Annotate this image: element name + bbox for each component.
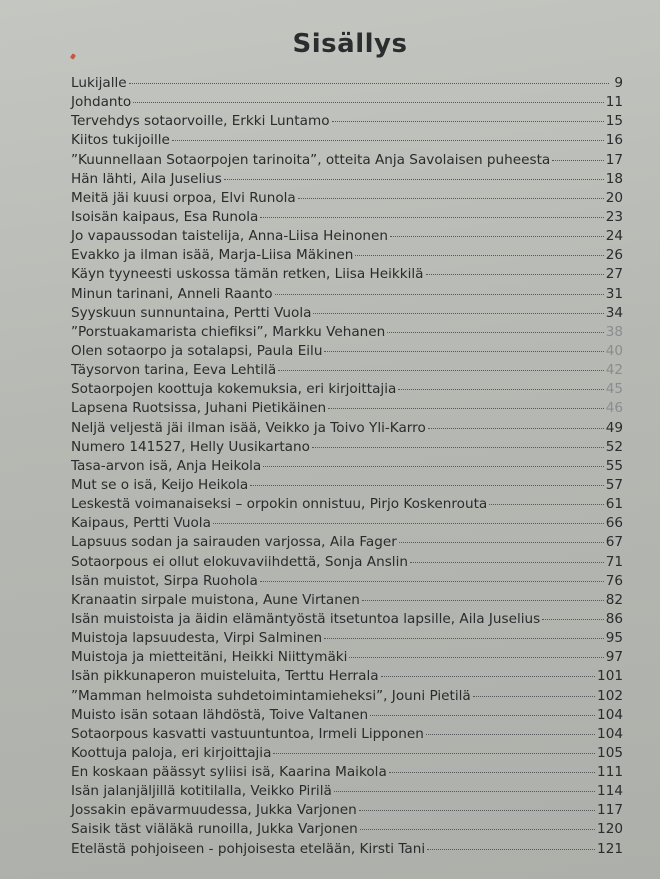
dot-leader — [489, 504, 603, 505]
toc-entry-title: Isän jalanjäljillä kotitilalla, Veikko Pirilä — [71, 783, 332, 800]
toc-entry-title: Lapsena Ruotsissa, Juhani Pietikäinen — [71, 400, 327, 417]
toc-entry-title: Neljä veljestä jäi ilman isää, Veikko ja Toivo Yli-Karro — [71, 419, 426, 436]
toc-entry-title: Tasa-arvon isä, Anja Heikola — [71, 457, 262, 474]
dot-leader — [387, 332, 603, 333]
toc-entry — [71, 324, 623, 343]
toc-entry — [71, 726, 623, 745]
toc-entry-page-number: 71 — [605, 553, 623, 570]
dot-leader — [410, 562, 604, 563]
toc-entry — [71, 592, 623, 611]
toc-entry — [71, 668, 623, 687]
dot-leader — [542, 619, 603, 620]
toc-entry-page-number: 16 — [605, 132, 623, 149]
dot-leader — [390, 236, 604, 237]
dot-leader — [172, 140, 604, 141]
toc-entry-page-number: 105 — [597, 744, 623, 761]
toc-entry-title: Leskestä voimanaiseksi – orpokin onnistuu, Pirjo Koskenrouta — [71, 496, 488, 513]
toc-entry — [71, 228, 623, 247]
toc-entry-page-number: 76 — [605, 572, 623, 589]
toc-entry-title: Olen sotaorpo ja sotalapsi, Paula Eilu — [71, 342, 323, 359]
toc-entry-page-number: 23 — [605, 208, 623, 225]
dot-leader — [324, 351, 603, 352]
toc-entry-page-number: 104 — [597, 725, 623, 742]
toc-entry — [71, 496, 623, 515]
toc-entry-page-number: 20 — [605, 189, 623, 206]
toc-entry — [71, 783, 623, 802]
toc-entry-title: Evakko ja ilman isää, Marja-Liisa Mäkinen — [71, 247, 354, 264]
toc-entry — [71, 458, 623, 477]
toc-entry-page-number: 67 — [605, 534, 623, 551]
dot-leader — [129, 83, 609, 84]
dot-leader — [273, 753, 595, 754]
dot-leader — [398, 389, 603, 390]
toc-entry-title: Meitä jäi kuusi orpoa, Elvi Runola — [71, 189, 296, 206]
toc-entry-title: Syyskuun sunnuntaina, Pertti Vuola — [71, 304, 312, 321]
dot-leader — [250, 485, 603, 486]
dot-leader — [332, 121, 604, 122]
toc-entry — [71, 190, 623, 209]
toc-entry — [71, 171, 623, 190]
toc-entry-page-number: 46 — [605, 400, 623, 417]
toc-entry — [71, 305, 623, 324]
toc-entry-title: Kiitos tukijoille — [71, 132, 170, 149]
toc-entry-page-number: 11 — [605, 94, 623, 111]
toc-entry-title: Isoisän kaipaus, Esa Runola — [71, 208, 259, 225]
toc-entry-title: Isän pikkunaperon muisteluita, Terttu Herrala — [71, 668, 379, 685]
toc-entry-page-number: 57 — [605, 476, 623, 493]
dot-leader — [428, 428, 604, 429]
dot-leader — [263, 466, 603, 467]
toc-entry — [71, 821, 623, 840]
toc-entry-title: Mut se o isä, Keijo Heikola — [71, 476, 249, 493]
toc-entry-title: Isän muistoista ja äidin elämäntyöstä itsetuntoa lapsille, Aila Juselius — [71, 610, 541, 627]
toc-entry-title: Minun tarinani, Anneli Raanto — [71, 285, 273, 302]
toc-entry-title: Jo vapaussodan taistelija, Anna-Liisa Heinonen — [71, 228, 389, 245]
toc-entry — [71, 286, 623, 305]
toc-entry — [71, 343, 623, 362]
toc-entry-title: ”Kuunnellaan Sotaorpojen tarinoita”, otteita Anja Savolaisen puheesta — [71, 151, 551, 168]
toc-entry-title: En koskaan päässyt syliisi isä, Kaarina Maikola — [71, 764, 387, 781]
dot-leader — [260, 581, 604, 582]
dot-leader — [328, 408, 604, 409]
dot-leader — [427, 849, 595, 850]
dot-leader — [324, 638, 604, 639]
dot-leader — [313, 313, 603, 314]
toc-entry — [71, 573, 623, 592]
toc-entry-page-number: 102 — [597, 687, 623, 704]
toc-entry-title: Lapsuus sodan ja sairauden varjossa, Aila Fager — [71, 534, 397, 551]
toc-entry-page-number: 104 — [597, 706, 623, 723]
toc-entry-page-number: 97 — [605, 649, 623, 666]
toc-entry-page-number: 86 — [605, 610, 623, 627]
toc-entry-title: Lukijalle — [71, 75, 127, 91]
toc-entry — [71, 94, 623, 113]
toc-entry-title: Muistoja ja mietteitäni, Heikki Niittymäki — [71, 649, 348, 666]
toc-entry-page-number: 34 — [605, 304, 623, 321]
toc-entry-page-number: 31 — [605, 285, 623, 302]
dot-leader — [224, 179, 604, 180]
toc-entry-title: Johdanto — [71, 94, 132, 111]
toc-entry-page-number: 17 — [605, 151, 623, 168]
toc-entry — [71, 534, 623, 553]
toc-entry-page-number: 18 — [605, 170, 623, 187]
toc-entry — [71, 400, 623, 419]
toc-entry-title: Koottuja paloja, eri kirjoittajia — [71, 744, 272, 761]
dot-leader — [552, 160, 603, 161]
dot-leader — [426, 274, 604, 275]
dot-leader — [349, 657, 603, 658]
toc-entry — [71, 132, 623, 151]
toc-entry — [71, 802, 623, 821]
toc-entry-title: Täysorvon tarina, Eeva Lehtilä — [71, 362, 277, 379]
toc-entry — [71, 477, 623, 496]
toc-entry — [71, 266, 623, 285]
toc-entry-page-number: 82 — [605, 591, 623, 608]
toc-entry-page-number: 120 — [597, 821, 623, 838]
toc-entry — [71, 630, 623, 649]
toc-entry-title: Hän lähti, Aila Juselius — [71, 170, 222, 187]
toc-entry-page-number: 9 — [614, 75, 623, 91]
table-of-contents — [71, 75, 623, 860]
dot-leader — [355, 255, 603, 256]
toc-entry-title: Sotaorpojen koottuja kokemuksia, eri kirjoittajia — [71, 381, 397, 398]
dot-leader — [360, 829, 595, 830]
toc-entry-page-number: 26 — [605, 247, 623, 264]
dot-leader — [359, 810, 595, 811]
toc-entry-title: Kranaatin sirpale muistona, Aune Virtanen — [71, 591, 360, 608]
toc-entry-page-number: 61 — [605, 496, 623, 513]
toc-entry-page-number: 15 — [605, 113, 623, 130]
toc-entry-page-number: 42 — [605, 362, 623, 379]
toc-entry — [71, 420, 623, 439]
page-title: Sisällys — [292, 29, 408, 60]
toc-entry — [71, 515, 623, 534]
toc-entry-title: Muistoja lapsuudesta, Virpi Salminen — [71, 630, 323, 647]
toc-entry-page-number: 117 — [597, 802, 623, 819]
toc-entry-page-number: 121 — [597, 840, 623, 857]
toc-entry-title: Isän muistot, Sirpa Ruohola — [71, 572, 258, 589]
toc-entry-title: Numero 141527, Helly Uusikartano — [71, 438, 310, 455]
toc-entry — [71, 381, 623, 400]
toc-entry-page-number: 27 — [605, 266, 623, 283]
toc-entry — [71, 611, 623, 630]
dot-leader — [381, 676, 595, 677]
toc-entry — [71, 362, 623, 381]
dot-leader — [399, 542, 604, 543]
dot-leader — [473, 696, 595, 697]
toc-entry — [71, 75, 623, 94]
toc-entry-title: Sotaorpous kasvatti vastuuntuntoa, Irmeli Lipponen — [71, 725, 424, 742]
toc-entry-title: Tervehdys sotaorvoille, Erkki Luntamo — [71, 113, 330, 130]
toc-entry-page-number: 66 — [605, 515, 623, 532]
toc-entry-title: Kaipaus, Pertti Vuola — [71, 515, 211, 532]
toc-entry — [71, 764, 623, 783]
dot-leader — [334, 791, 595, 792]
toc-entry — [71, 745, 623, 764]
toc-entry-page-number: 55 — [605, 457, 623, 474]
toc-entry-page-number: 101 — [597, 668, 623, 685]
toc-entry-page-number: 40 — [605, 342, 623, 359]
toc-entry-page-number: 95 — [605, 630, 623, 647]
dot-leader — [133, 102, 604, 103]
toc-entry-title: Saisik täst viäläkä runoilla, Jukka Varjonen — [71, 821, 358, 838]
toc-entry-title: Sotaorpous ei ollut elokuvaviihdettä, Sonja Anslin — [71, 553, 408, 570]
toc-entry-page-number: 52 — [605, 438, 623, 455]
dot-leader — [389, 772, 595, 773]
toc-entry-title: Muisto isän sotaan lähdöstä, Toive Valtanen — [71, 706, 369, 723]
toc-entry — [71, 247, 623, 266]
toc-entry — [71, 439, 623, 458]
toc-entry — [71, 209, 623, 228]
toc-entry-page-number: 45 — [605, 381, 623, 398]
toc-entry-title: Etelästä pohjoiseen - pohjoisesta etelään, Kirsti Tani — [71, 840, 426, 857]
toc-entry — [71, 707, 623, 726]
toc-entry-title: Käyn tyyneesti uskossa tämän retken, Liisa Heikkilä — [71, 266, 424, 283]
toc-entry — [71, 152, 623, 171]
toc-entry — [71, 113, 623, 132]
dot-leader — [275, 294, 604, 295]
dot-leader — [370, 715, 595, 716]
toc-entry-title: Jossakin epävarmuudessa, Jukka Varjonen — [71, 802, 357, 819]
toc-entry-page-number: 38 — [605, 323, 623, 340]
dot-leader — [260, 217, 603, 218]
dot-leader — [362, 600, 604, 601]
toc-entry — [71, 688, 623, 707]
dot-leader — [312, 447, 604, 448]
toc-entry-page-number: 49 — [605, 419, 623, 436]
dot-leader — [213, 523, 604, 524]
toc-entry-title: ”Mamman helmoista suhdetoimintamieheksi”, Jouni Pietilä — [71, 687, 471, 704]
dot-leader — [278, 370, 604, 371]
toc-entry-title: ”Porstuakamarista chiefiksi”, Markku Vehanen — [71, 323, 386, 340]
dot-leader — [426, 734, 595, 735]
toc-entry — [71, 649, 623, 668]
toc-entry — [71, 554, 623, 573]
toc-entry-page-number: 111 — [597, 764, 623, 781]
toc-entry — [71, 841, 623, 860]
toc-entry-page-number: 24 — [605, 228, 623, 245]
dot-leader — [298, 198, 604, 199]
toc-entry-page-number: 114 — [597, 783, 623, 800]
